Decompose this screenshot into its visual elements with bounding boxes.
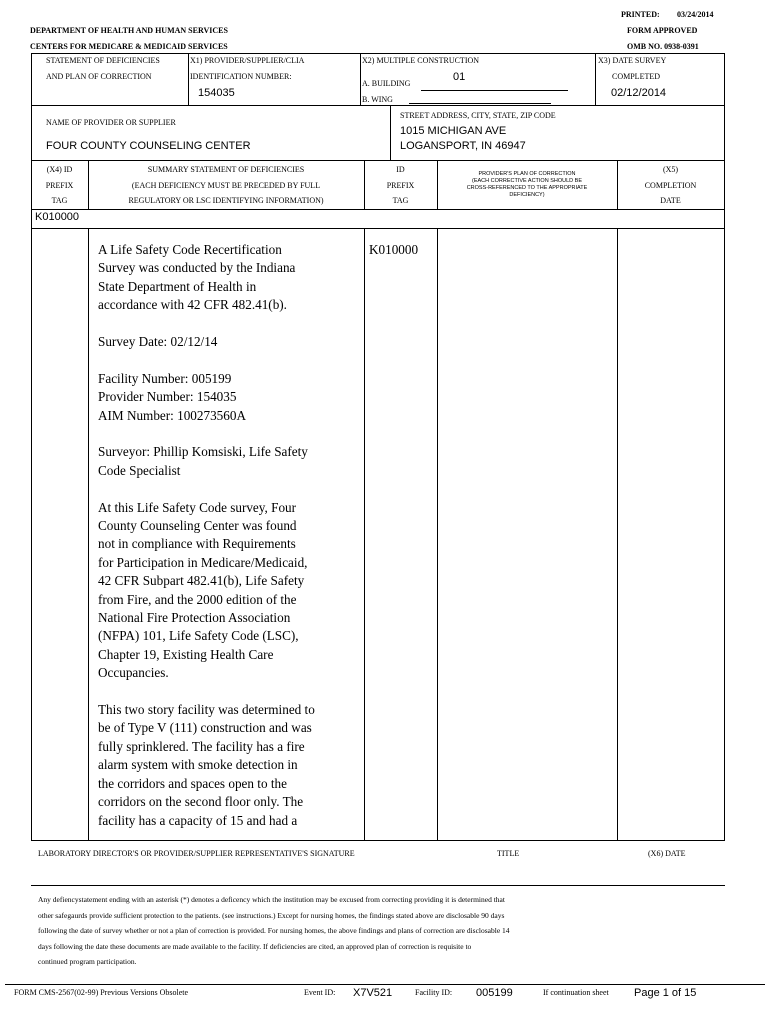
wing-label: B. WING: [362, 95, 393, 104]
plan-subheading-2: CROSS-REFERENCED TO THE APPROPRIATE: [466, 185, 588, 191]
x3-completed-label: COMPLETED: [612, 72, 660, 81]
paragraph: At this Life Safety Code survey, Four County Counseling Center was found not in compliance with Requirements for Participation in Medicare/Medicaid, 42 CFR Subpart 482.41(b), Life Safety from Fire, and the 2000 edition of the National Fire Protection Association (NFPA) 101, Life Safety Code (LSC), Chapter 19, Existing Health Care Occupancies.: [98, 499, 308, 681]
x5-date-label: DATE: [660, 196, 681, 205]
provider-name-label: NAME OF PROVIDER OR SUPPLIER: [46, 118, 176, 127]
summary-subheading-2: REGULATORY OR LSC IDENTIFYING INFORMATION): [128, 196, 324, 205]
form-number: FORM CMS-2567(02-99) Previous Versions Obsolete: [14, 988, 189, 997]
disclaimer-line: other safegaurds provide sufficient protection to the patients. (see instructions.) Except for nursing homes, the findings stated above are disclosable 90 days: [38, 910, 505, 920]
facility-id-value: 005199: [476, 987, 513, 999]
disclaimer-line: days following the date these documents are made available to the facility. If deficiencies are cited, an approved plan of correction is requisite to: [38, 941, 472, 951]
plan-subheading-3: DEFICIENCY): [509, 192, 545, 198]
x3-date-survey-label: X3) DATE SURVEY: [598, 56, 667, 65]
paragraph: Survey Date: 02/12/14: [98, 334, 218, 350]
disclaimer-line: Any defiencystatement ending with an asterisk (*) denotes a deficency which the institution may be excused from correcting providing it is determined that: [38, 895, 505, 904]
paragraph: Surveyor: Phillip Komsiski, Life Safety Code Specialist: [98, 444, 308, 478]
address-label: STREET ADDRESS, CITY, STATE, ZIP CODE: [400, 111, 556, 120]
printed-label: PRINTED:: [621, 10, 660, 19]
plan-subheading-1: (EACH CORRECTIVE ACTION SHOULD BE: [471, 178, 583, 184]
form-approved: FORM APPROVED: [627, 26, 698, 35]
disclaimer-line: following the date of survey whether or not a plan of correction is provided. For nursing homes, the above findings and plans of correction are disclosable 14: [38, 926, 510, 935]
centers-title: CENTERS FOR MEDICARE & MEDICAID SERVICES: [30, 42, 228, 51]
x5-label: (X5): [662, 165, 679, 174]
building-label: A. BUILDING: [362, 79, 411, 88]
facility-id-label: Facility ID:: [415, 988, 453, 997]
deficiency-summary: [98, 241, 360, 848]
paragraph: Facility Number: 005199 Provider Number: 154035 AIM Number: 100273560A: [98, 370, 246, 423]
provider-name-value: FOUR COUNTY COUNSELING CENTER: [46, 140, 251, 152]
plan-heading: PROVIDER'S PLAN OF CORRECTION: [478, 171, 576, 177]
director-signature-label: LABORATORY DIRECTOR'S OR PROVIDER/SUPPLIER REPRESENTATIVE'S SIGNATURE: [38, 849, 355, 858]
x1-identification-label: IDENTIFICATION NUMBER:: [190, 72, 292, 81]
x5-completion-label: COMPLETION: [644, 181, 697, 190]
x2-multiple-construction-label: X2) MULTIPLE CONSTRUCTION: [362, 56, 480, 65]
event-id-value: X7V521: [353, 987, 393, 999]
x1-provider-label: X1) PROVIDER/SUPPLIER/CLIA: [190, 56, 305, 65]
continuation-label: If continuation sheet: [543, 988, 609, 997]
provider-id-value: 154035: [198, 87, 235, 99]
page-number: Page 1 of 15: [634, 987, 697, 999]
summary-heading: SUMMARY STATEMENT OF DEFICIENCIES: [147, 165, 305, 174]
x4-id-label: (X4) ID: [46, 165, 73, 174]
paragraph: This two story facility was determined to be of Type V (111) construction and was fully sprinklered. The facility has a fire alarm system with smoke detection in the corridors and spaces open to the corridors on the second floor only. The facility has a capacity of 15 and had a: [98, 702, 315, 828]
right-tag: K010000: [369, 242, 419, 257]
plan-of-correction-label: AND PLAN OF CORRECTION: [46, 72, 152, 81]
paragraph: A Life Safety Code Recertification Survey was conducted by the Indiana State Department of Health in accordance with 42 CFR 482.41(b).: [98, 242, 296, 313]
id-prefix-label: PREFIX: [386, 181, 415, 190]
title-label: TITLE: [497, 849, 520, 858]
id-tag-label: TAG: [392, 196, 409, 205]
omb-number: OMB NO. 0938-0391: [627, 42, 699, 51]
x4-prefix-label: PREFIX: [45, 181, 74, 190]
address-line1: 1015 MICHIGAN AVE: [400, 125, 507, 137]
id-label: ID: [396, 165, 405, 174]
summary-subheading-1: (EACH DEFICIENCY MUST BE PRECEDED BY FULL: [131, 181, 321, 190]
event-id-label: Event ID:: [304, 988, 336, 997]
department-title: DEPARTMENT OF HEALTH AND HUMAN SERVICES: [30, 26, 228, 35]
building-value: 01: [453, 71, 466, 83]
disclaimer-text: [38, 892, 718, 970]
printed-date: 03/24/2014: [677, 10, 714, 19]
left-tag: K010000: [35, 211, 80, 223]
statement-label: STATEMENT OF DEFICIENCIES: [46, 56, 160, 65]
x4-tag-label: TAG: [51, 196, 68, 205]
address-line2: LOGANSPORT, IN 46947: [400, 140, 526, 152]
survey-date-value: 02/12/2014: [611, 87, 667, 99]
x6-date-label: (X6) DATE: [648, 849, 686, 858]
disclaimer-line: continued program participation.: [38, 957, 137, 966]
